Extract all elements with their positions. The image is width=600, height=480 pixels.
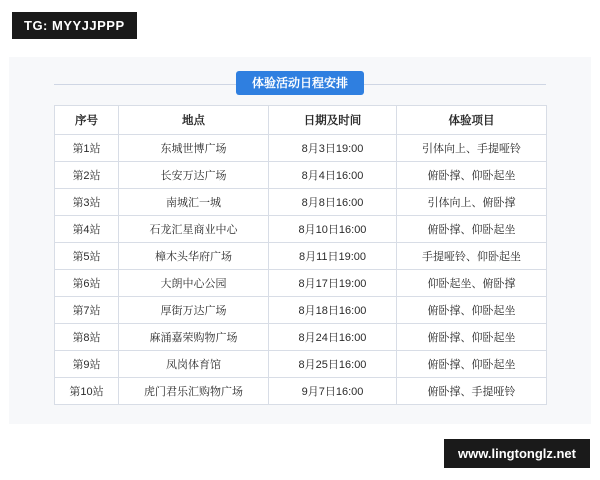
column-header-location: 地点 <box>119 106 269 135</box>
cell-location: 大朗中心公园 <box>119 270 269 297</box>
table-row <box>55 162 547 189</box>
cell-location: 长安万达广场 <box>119 162 269 189</box>
cell-datetime: 8月8日16:00 <box>269 189 397 216</box>
table-row <box>55 243 547 270</box>
cell-datetime: 8月24日16:00 <box>269 324 397 351</box>
column-header-index: 序号 <box>55 106 119 135</box>
table-header-row <box>55 106 547 135</box>
cell-index: 第6站 <box>55 270 119 297</box>
schedule-table <box>54 105 547 405</box>
cell-index: 第3站 <box>55 189 119 216</box>
title-rule-left <box>54 84 244 85</box>
cell-location: 东城世博广场 <box>119 135 269 162</box>
table-row <box>55 216 547 243</box>
cell-datetime: 8月25日16:00 <box>269 351 397 378</box>
cell-index: 第2站 <box>55 162 119 189</box>
cell-index: 第4站 <box>55 216 119 243</box>
cell-activity: 引体向上、俯卧撑 <box>397 189 547 216</box>
tg-watermark-badge: TG: MYYJJPPP <box>12 12 137 39</box>
site-watermark-badge: www.lingtonglz.net <box>444 439 590 468</box>
cell-index: 第8站 <box>55 324 119 351</box>
column-header-datetime: 日期及时间 <box>269 106 397 135</box>
cell-datetime: 8月4日16:00 <box>269 162 397 189</box>
cell-activity: 俯卧撑、仰卧起坐 <box>397 162 547 189</box>
cell-activity: 手提哑铃、仰卧起坐 <box>397 243 547 270</box>
cell-datetime: 8月17日19:00 <box>269 270 397 297</box>
cell-activity: 引体向上、手提哑铃 <box>397 135 547 162</box>
cell-location: 虎门君乐汇购物广场 <box>119 378 269 405</box>
table-row <box>55 135 547 162</box>
cell-location: 凤岗体育馆 <box>119 351 269 378</box>
cell-location: 南城汇一城 <box>119 189 269 216</box>
cell-datetime: 8月10日16:00 <box>269 216 397 243</box>
column-header-activity: 体验项目 <box>397 106 547 135</box>
cell-activity: 俯卧撑、仰卧起坐 <box>397 324 547 351</box>
title-rule-right <box>356 84 546 85</box>
table-row <box>55 297 547 324</box>
cell-index: 第10站 <box>55 378 119 405</box>
cell-location: 麻涌嘉荣购物广场 <box>119 324 269 351</box>
page-title: 体验活动日程安排 <box>236 71 364 95</box>
cell-datetime: 8月18日16:00 <box>269 297 397 324</box>
cell-activity: 仰卧起坐、俯卧撑 <box>397 270 547 297</box>
cell-location: 石龙汇星商业中心 <box>119 216 269 243</box>
table-row <box>55 189 547 216</box>
cell-activity: 俯卧撑、仰卧起坐 <box>397 216 547 243</box>
cell-index: 第9站 <box>55 351 119 378</box>
table-row <box>55 270 547 297</box>
cell-datetime: 8月11日19:00 <box>269 243 397 270</box>
cell-location: 樟木头华府广场 <box>119 243 269 270</box>
cell-datetime: 9月7日16:00 <box>269 378 397 405</box>
table-row <box>55 351 547 378</box>
cell-index: 第5站 <box>55 243 119 270</box>
cell-datetime: 8月3日19:00 <box>269 135 397 162</box>
cell-activity: 俯卧撑、仰卧起坐 <box>397 351 547 378</box>
cell-index: 第1站 <box>55 135 119 162</box>
schedule-panel <box>9 57 591 424</box>
cell-activity: 俯卧撑、手提哑铃 <box>397 378 547 405</box>
table-row <box>55 324 547 351</box>
cell-index: 第7站 <box>55 297 119 324</box>
cell-location: 厚街万达广场 <box>119 297 269 324</box>
table-row <box>55 378 547 405</box>
cell-activity: 俯卧撑、仰卧起坐 <box>397 297 547 324</box>
title-bar <box>9 71 591 97</box>
